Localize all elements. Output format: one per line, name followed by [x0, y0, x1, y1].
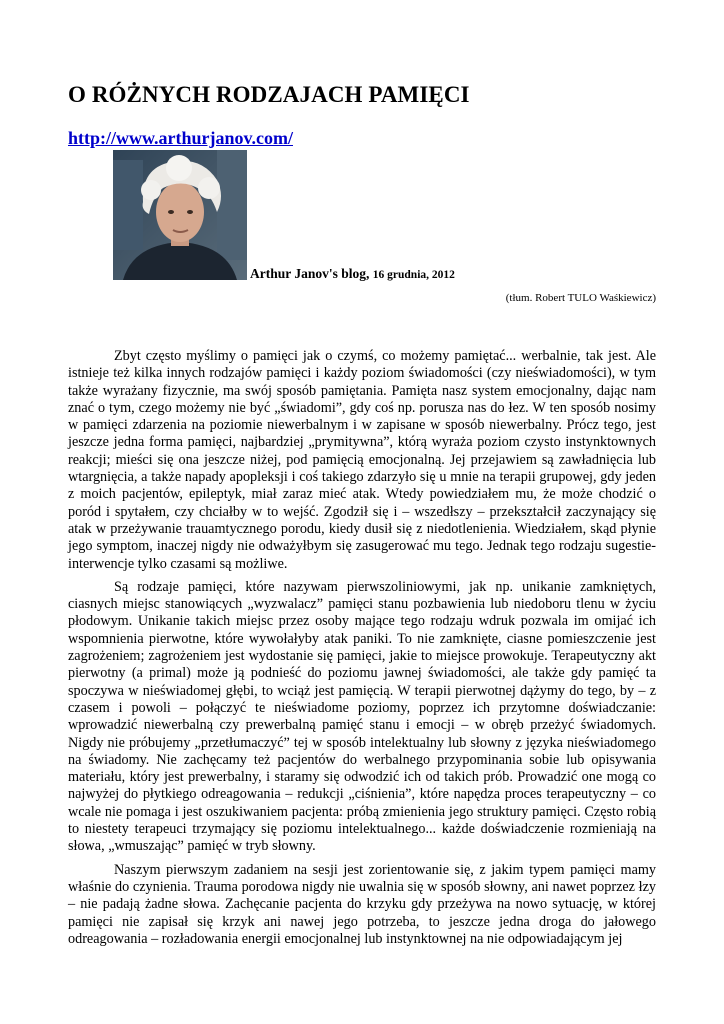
paragraph: Zbyt często myślimy o pamięci jak o czymś, co możemy pamiętać... werbalnie, tak jest. Ale istnieje też kilka innych rodzajów pamięci i każdy poziom świadomości (czy nieświadomości), w tym także wyrażany fizycznie, ma swój sposób pamiętania. Pamięta nasz system emocjonalny, dając nam znać o tym, czego możemy nie być „świadomi”, gdy coś np. porusza nas do łez. W ten sposób nosimy w pamięci zdarzenia na poziomie niewerbalnym i w zapisane w sposób niewerbalny. Prócz tego, jest jeszcze jedna forma pamięci, najbardziej „prymitywna”, którą wyraża poziom czysto instynktownych reakcji; mieści się ona jeszcze niżej, pod pamięcią emocjonalną. Jej przejawiem są zawładnięcia lub wtargnięcia, a także napady apopleksji i coś takiego zdarzyło się u mnie na terapii grupowej, gdy jeden z moich pacjentów, epileptyk, miał zaraz mieć atak. Wtedy powiedziałem mu, że może chodzić o poród i spytałem, czy chciałby w to wejść. Zgodził się i – wszedłszy – przekształcił zaczynający się atak w przeżywanie trauamtycznego porodu, kiedy dusił się z niedotlenienia. Wiedziałem, skąd płynie jego symptom, inaczej nigdy nie odważyłbym się zasugerować mu tego. Jednak tego rodzaju sugestie-interwencje tylko czasami są możliwe.: [68, 348, 656, 572]
author-portrait-image: [113, 150, 247, 280]
page-title: O RÓŻNYCH RODZAJACH PAMIĘCI: [68, 82, 470, 107]
translator-credit: (tłum. Robert TULO Waśkiewicz): [505, 292, 656, 304]
post-date: 16 grudnia, 2012: [372, 269, 455, 281]
article-body: [68, 348, 656, 954]
paragraph: Są rodzaje pamięci, które nazywam pierwszoliniowymi, jak np. unikanie zamkniętych, ciasnych miejsc stanowiących „wyzwalacz” pamięci stanu pozbawienia lub niedoboru tlenu w życiu płodowym. Unikanie takich miejsc przez osoby mające tego rodzaju wdruk pozwala im omijać ich wspomnienia pierwotne, które wywołałyby atak paniki. To nie zamknięte, ciasne pomieszczenie jest zagrożeniem; zagrożeniem jest wydostanie się pamięci, jakie to miejsce prowokuje. Terapeutyczny akt pierwotny (a primal) może ją podnieść do poziomu jawnej świadomości, ale także gdy pamięć ta spoczywa w nieświadomej głębi, to wciąż jest pamięcią. W terapii pierwotnej dążymy do tego, by – z czasem i powoli – połączyć te nieświadome poziomy, poprzez ich przytomne doświadczanie: wprowadzić niewerbalną czy prewerbalną pamięć stanu i emocji – w obręb przeżyć świadomych. Nigdy nie próbujemy „przetłumaczyć” tej w sposób intelektualny lub słowny z języka nieświadomego na świadomy. Nie zachęcamy też pacjentów do werbalnego przypominania sobie lub opisywania materiału, który jest prewerbalny, i staramy się odwodzić ich od takich prób. Prowadzić one mogą co najwyżej do płytkiego odreagowania – redukcji „ciśnienia”, które napędza proces terapeutyczny – co wcale nie pomaga i jest oszukiwaniem pacjenta: próbą zmienienia jego struktury pamięci. Często robią to niestety terapeuci trzymający się poziomu intelektualnego... każde doświadczenie rozmieniają na słowa, „wmuszając” pamięć w tryb słowny.: [68, 578, 656, 855]
paragraph: Naszym pierwszym zadaniem na sesji jest zorientowanie się, z jakim typem pamięci mamy właśnie do czynienia. Trauma porodowa nigdy nie uwalnia się w sposób słowny, ani nawet poprzez łzy – nie padają żadne słowa. Zachęcanie pacjenta do krzyku gdy przeżywa na nowo sytuację, w której pamięci nie zapisał się krzyk ani nawej jego potrzeba, to jeszcze jedna droga do jałowego odreagowania – rozładowania energii emocjonalnej lub instynktownej na nie odpowiadającym jej: [68, 861, 656, 947]
author-photo: [113, 150, 247, 280]
blog-url-link[interactable]: http://www.arthurjanov.com/: [68, 128, 293, 148]
blog-name: Arthur Janov's blog,: [250, 266, 370, 281]
blog-byline: [250, 266, 455, 282]
